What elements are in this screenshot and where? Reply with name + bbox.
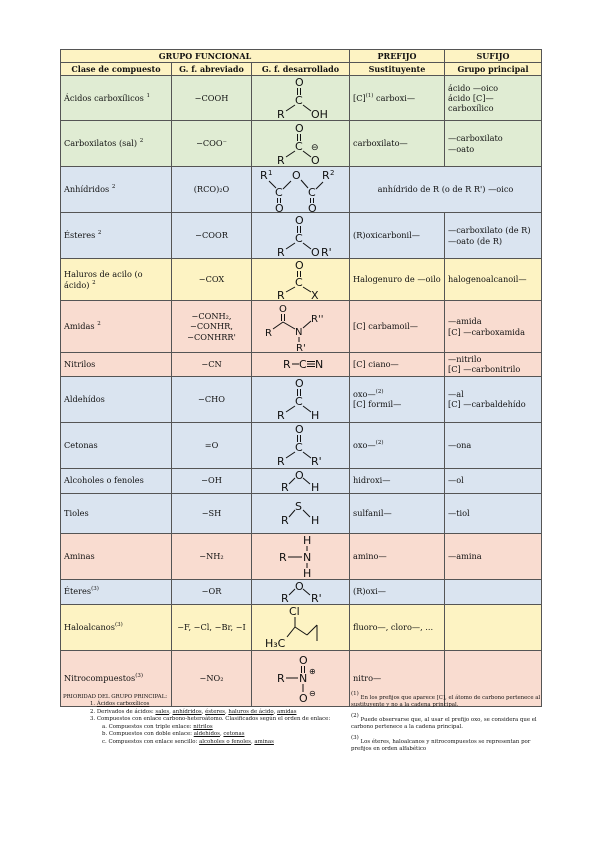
item-text: cetonas (223, 731, 245, 738)
atom-label: O (294, 423, 304, 436)
ester-structure (255, 214, 347, 258)
clase-cell: Aldehídos (61, 376, 172, 422)
atom-label: R (276, 288, 285, 300)
note-3 (351, 734, 541, 754)
atom-label: C (294, 139, 303, 153)
clase-text: Carboxilatos (sal) (64, 138, 138, 149)
abrev-text: −CONHRR' (187, 331, 236, 342)
list-item: b. Compuestos con doble enlace: aldehídos, cetonas (102, 731, 245, 738)
aldehyde-structure (255, 377, 347, 421)
atom-label: H (310, 480, 319, 493)
atom-label: H (310, 409, 319, 421)
atom-label: R' (295, 342, 306, 352)
sufijo-cell (445, 376, 542, 422)
anhydride-structure (255, 168, 347, 212)
amide-structure (255, 302, 347, 352)
atom-label: C (294, 94, 303, 107)
table-row (61, 259, 542, 301)
clase-cell (61, 301, 172, 353)
carboxylic-acid-structure (255, 76, 347, 120)
note-mark: (3) (114, 621, 123, 628)
atom-label: C (274, 185, 283, 199)
list-item: c. Compuestos con enlace sencillo: alcoholes o fenoles, aminas (102, 738, 274, 745)
prefijo-text: oxo— (353, 388, 376, 399)
atom-label: O (294, 259, 304, 272)
item-text: c. Compuestos con enlace sencillo: (102, 738, 200, 745)
list-item: 2. Derivados de ácidos: sales, anhídridos, ésteres, haluros de ácido, amidas (90, 708, 297, 715)
clase-cell (61, 121, 172, 167)
atom-label: N (302, 551, 311, 564)
minus-charge-icon: ⊖ (308, 689, 316, 698)
sufijo-cell (445, 76, 542, 121)
thiol-structure (255, 498, 347, 528)
atom-label: R (276, 455, 285, 467)
plus-charge-icon: ⊕ (308, 667, 316, 676)
atom-label: O (291, 168, 301, 182)
haloalkane-structure (255, 605, 347, 649)
table-row (61, 604, 542, 650)
atom-label: R (280, 591, 289, 604)
atom-label: O (307, 201, 317, 212)
abrev-cell: −COX (172, 259, 252, 301)
structure-cell (252, 533, 350, 579)
abrev-cell: −COOR (172, 213, 252, 259)
sufijo-cell (445, 301, 542, 353)
atom-label: H (302, 567, 311, 578)
table-row (61, 121, 542, 167)
prefijo-text: [C] formil— (353, 399, 402, 409)
priority-list (63, 701, 333, 746)
item-text: aminas (254, 738, 274, 745)
atom-label: N (298, 672, 307, 685)
atom-label: O (294, 213, 304, 227)
note-mark: 2 (97, 230, 102, 237)
atom-label: C (294, 231, 303, 245)
atom-label: R' (320, 245, 332, 258)
note-text: Puede observarse que, al usar el prefijo oxo, se considera que el carbono pertenece a la cadena principal. (351, 716, 537, 731)
amine-structure (255, 534, 347, 578)
item-text: haluros de ácido (228, 708, 274, 715)
atom-label: R (259, 168, 268, 182)
item-text: ésteres (205, 708, 225, 715)
atom-label: R (280, 514, 289, 527)
prefijo-cell: Halogenuro de —oilo (350, 259, 445, 301)
abrev-cell: −COO⁻ (172, 121, 252, 167)
sufijo-text: —al (448, 388, 464, 399)
abrev-cell: −CN (172, 353, 252, 377)
table-row (61, 468, 542, 493)
sufijo-cell: halogenoalcanoil— (445, 259, 542, 301)
atom-label: R (321, 168, 330, 182)
structure-cell (252, 376, 350, 422)
atom-label: C (294, 441, 303, 454)
atom-label: O (278, 303, 287, 315)
table-row (61, 493, 542, 533)
note-text: Los éteres, haloalcanos y nitrocompuestos se representan por prefijos en orden alfabético (351, 738, 531, 753)
atom-label: O (298, 692, 308, 704)
atom-label: X (310, 288, 319, 300)
sufijo-cell (445, 213, 542, 259)
item-text: b. Compuestos con doble enlace: (102, 731, 194, 738)
sufijo-cell (445, 121, 542, 167)
structure-cell (252, 167, 350, 213)
atom-label: R (278, 551, 287, 564)
note-2 (351, 712, 541, 732)
clase-cell: Nitrilos (61, 353, 172, 377)
prefijo-cell: amino— (350, 533, 445, 579)
atom-label: C (294, 275, 303, 289)
atom-label: 1 (267, 168, 272, 177)
carboxylate-structure (255, 122, 347, 166)
prefijo-text: carboxi— (373, 92, 416, 103)
note-mark: (2) (351, 712, 359, 719)
prefijo-text: [C] (353, 92, 366, 103)
note-text: En los prefijos que aparece [C], el átomo de carbono pertenece al sustituyente y no a la cadena principal. (351, 695, 541, 709)
abrev-cell (172, 301, 252, 353)
atom-label: R' (310, 591, 322, 604)
note-mark: (3) (91, 586, 99, 593)
sufijo-text: [C] —carboxamida (448, 326, 525, 337)
abrev-cell: −SH (172, 493, 252, 533)
prefijo-cell: sulfanil— (350, 493, 445, 533)
clase-text: Haluros de acilo (o ácido) (64, 269, 143, 290)
structure-cell (252, 76, 350, 121)
ether-structure (255, 580, 347, 604)
prefijo-cell: (R)oxi— (350, 579, 445, 604)
note-mark: (1) (365, 92, 374, 99)
atom-label: O (294, 121, 304, 135)
prefijo-cell: [C] carbamoil— (350, 301, 445, 353)
header-clase: Clase de compuesto (61, 63, 172, 76)
note-mark: (3) (351, 734, 359, 741)
sufijo-text: [C] —carbonitrilo (448, 364, 521, 375)
note-mark: (2) (375, 388, 384, 395)
sufijo-cell (445, 353, 542, 377)
item-text: alcoholes o fenoles (199, 738, 251, 745)
structure-cell (252, 579, 350, 604)
sub-list (90, 724, 333, 746)
functional-groups-table (60, 49, 542, 707)
table-row (61, 533, 542, 579)
atom-label: H (302, 534, 311, 547)
header-sufijo: SUFIJO (445, 50, 542, 63)
structure-cell (252, 301, 350, 353)
prefijo-cell (350, 76, 445, 121)
atom-label: O (294, 76, 304, 89)
prefijo-cell: nitro— (350, 650, 445, 706)
header-row-2 (61, 63, 542, 76)
sufijo-text: ácido [C]—carboxílico (448, 92, 494, 114)
table-row (61, 422, 542, 468)
abrev-text: −CONH₂, −CONHR, (190, 311, 233, 332)
item-text: 2. Derivados de ácidos: (90, 708, 156, 715)
clase-text: Nitrocompuestos (64, 672, 136, 683)
clase-text: Amidas (64, 321, 95, 332)
atom-label: O (294, 377, 304, 390)
item-text: 1. (90, 701, 97, 708)
clase-cell: Aminas (61, 533, 172, 579)
abrev-cell: −NO₂ (172, 650, 252, 706)
item-text: amidas (277, 708, 297, 715)
sufijo-cell: —tiol (445, 493, 542, 533)
merged-prefix-suffix-cell: anhídrido de R (o de R R') —oico (350, 167, 542, 213)
sufijo-cell: —ol (445, 468, 542, 493)
prefijo-cell (350, 376, 445, 422)
atom-label: C (307, 185, 316, 199)
atom-label: O (310, 153, 320, 166)
table-row (61, 579, 542, 604)
sufijo-text: [C] —carbaldehído (448, 399, 526, 409)
clase-text: Éteres (64, 586, 92, 597)
sufijo-text: —carboxilato (de R) (448, 225, 531, 236)
atom-label: R (276, 153, 285, 166)
clase-cell (61, 76, 172, 121)
table-row (61, 167, 542, 213)
header-principal: Grupo principal (445, 63, 542, 76)
prefijo-cell: [C] ciano— (350, 353, 445, 377)
atom-label: O (274, 201, 284, 212)
item-text: sales (155, 708, 170, 715)
header-row-1 (61, 50, 542, 63)
table-row (61, 76, 542, 121)
clase-text: Ácidos carboxílicos (64, 92, 144, 103)
atom-label: H₃C (264, 637, 285, 649)
item-text: aldehídos (193, 731, 220, 738)
abrev-cell: −OH (172, 468, 252, 493)
atom-label: R (276, 245, 285, 258)
sufijo-text: —carboxilato (448, 133, 503, 144)
prefijo-cell: (R)oxicarbonil— (350, 213, 445, 259)
abrev-cell: −F, −Cl, −Br, −I (172, 604, 252, 650)
list-item (90, 701, 333, 708)
clase-cell (61, 259, 172, 301)
prefijo-text: oxo— (353, 439, 376, 450)
atom-label: O (294, 579, 304, 593)
atom-label: S (294, 500, 302, 513)
sufijo-cell (445, 604, 542, 650)
prefijo-cell (350, 422, 445, 468)
item-text: anhídridos (172, 708, 202, 715)
header-desarrollado: G. f. desarrollado (252, 63, 350, 76)
alcohol-structure (255, 469, 347, 493)
structure-cell (252, 468, 350, 493)
atom-label: R (276, 108, 285, 120)
sufijo-text: —oato (448, 143, 475, 154)
atom-label: R (282, 358, 291, 372)
clase-text: Anhídridos (64, 184, 110, 195)
abrev-cell: −OR (172, 579, 252, 604)
sufijo-cell: —ona (445, 422, 542, 468)
table-row (61, 301, 542, 353)
atom-label: C (298, 358, 307, 372)
clase-cell: Alcoholes o fenoles (61, 468, 172, 493)
atom-label: 2 (329, 168, 334, 177)
priority-footer (63, 694, 333, 746)
acyl-halide-structure (255, 260, 347, 300)
atom-label: O (298, 654, 308, 667)
prefijo-cell: carboxilato— (350, 121, 445, 167)
priority-title: PRIORIDAD DEL GRUPO PRINCIPAL: (63, 694, 168, 700)
note-mark: (1) (351, 691, 359, 697)
table-row (61, 376, 542, 422)
header-grupo: GRUPO FUNCIONAL (61, 50, 350, 63)
list-item: 3. Compuestos con enlace carbono-heteroátomo. Clasificados según el orden de enlace: (90, 716, 331, 723)
prefijo-cell: hidroxi— (350, 468, 445, 493)
note-mark: 2 (97, 321, 101, 328)
atom-label: O (294, 468, 304, 482)
clase-cell (61, 167, 172, 213)
atom-label: R'' (310, 313, 323, 325)
table-row (61, 353, 542, 377)
atom-label: N (294, 326, 302, 338)
header-prefijo: PREFIJO (350, 50, 445, 63)
table-row (61, 213, 542, 259)
atom-label: N (314, 358, 323, 372)
atom-label: C (294, 395, 303, 408)
note-mark: (3) (135, 672, 143, 679)
structure-cell (252, 422, 350, 468)
atom-label: R (276, 672, 285, 685)
sufijo-text: —nitrilo (448, 354, 482, 364)
atom-label: R' (310, 455, 322, 467)
atom-label: R (264, 327, 272, 339)
clase-text: Ésteres (64, 230, 96, 241)
sufijo-cell (445, 579, 542, 604)
clase-cell: Tioles (61, 493, 172, 533)
clase-text: Haloalcanos (64, 621, 115, 632)
prefijo-cell: fluoro—, cloro—, ... (350, 604, 445, 650)
item-text: Ácidos carboxílicos (96, 701, 150, 708)
header-sustituyente: Sustituyente (350, 63, 445, 76)
note-mark: 2 (139, 138, 144, 145)
structure-cell (252, 121, 350, 167)
sufijo-text: —amida (448, 316, 482, 327)
clase-cell (61, 579, 172, 604)
structure-cell (252, 213, 350, 259)
abrev-cell: −NH₂ (172, 533, 252, 579)
minus-charge-icon: ⊖ (310, 142, 319, 153)
clase-cell (61, 604, 172, 650)
structure-cell (252, 604, 350, 650)
abrev-cell: −CHO (172, 376, 252, 422)
structure-cell (252, 493, 350, 533)
note-1 (351, 691, 541, 710)
sufijo-text: ácido —oico (448, 82, 499, 93)
abrev-cell: (RCO)₂O (172, 167, 252, 213)
notes-footer (351, 691, 541, 754)
atom-label: R (280, 480, 289, 493)
note-mark: (2) (375, 439, 384, 446)
note-mark: 2 (92, 279, 96, 286)
structure-cell (252, 259, 350, 301)
header-abreviado: G. f. abreviado (172, 63, 252, 76)
abrev-cell: =O (172, 422, 252, 468)
ketone-structure (255, 423, 347, 467)
note-mark: 1 (146, 92, 150, 99)
atom-label: Cl (288, 605, 300, 618)
atom-label: OH (310, 108, 328, 120)
note-mark: 2 (111, 184, 116, 191)
structure-cell (252, 353, 350, 377)
clase-cell: Cetonas (61, 422, 172, 468)
nitrile-structure (255, 355, 347, 373)
abrev-cell: −COOH (172, 76, 252, 121)
atom-label: H (310, 514, 319, 527)
atom-label: O (310, 245, 320, 258)
item-text: a. Compuestos con triple enlace: (102, 723, 194, 730)
clase-cell (61, 213, 172, 259)
sufijo-cell: —amina (445, 533, 542, 579)
atom-label: R (276, 409, 285, 421)
item-text: nitrilos (193, 723, 213, 730)
sufijo-text: —oato (de R) (448, 235, 503, 246)
